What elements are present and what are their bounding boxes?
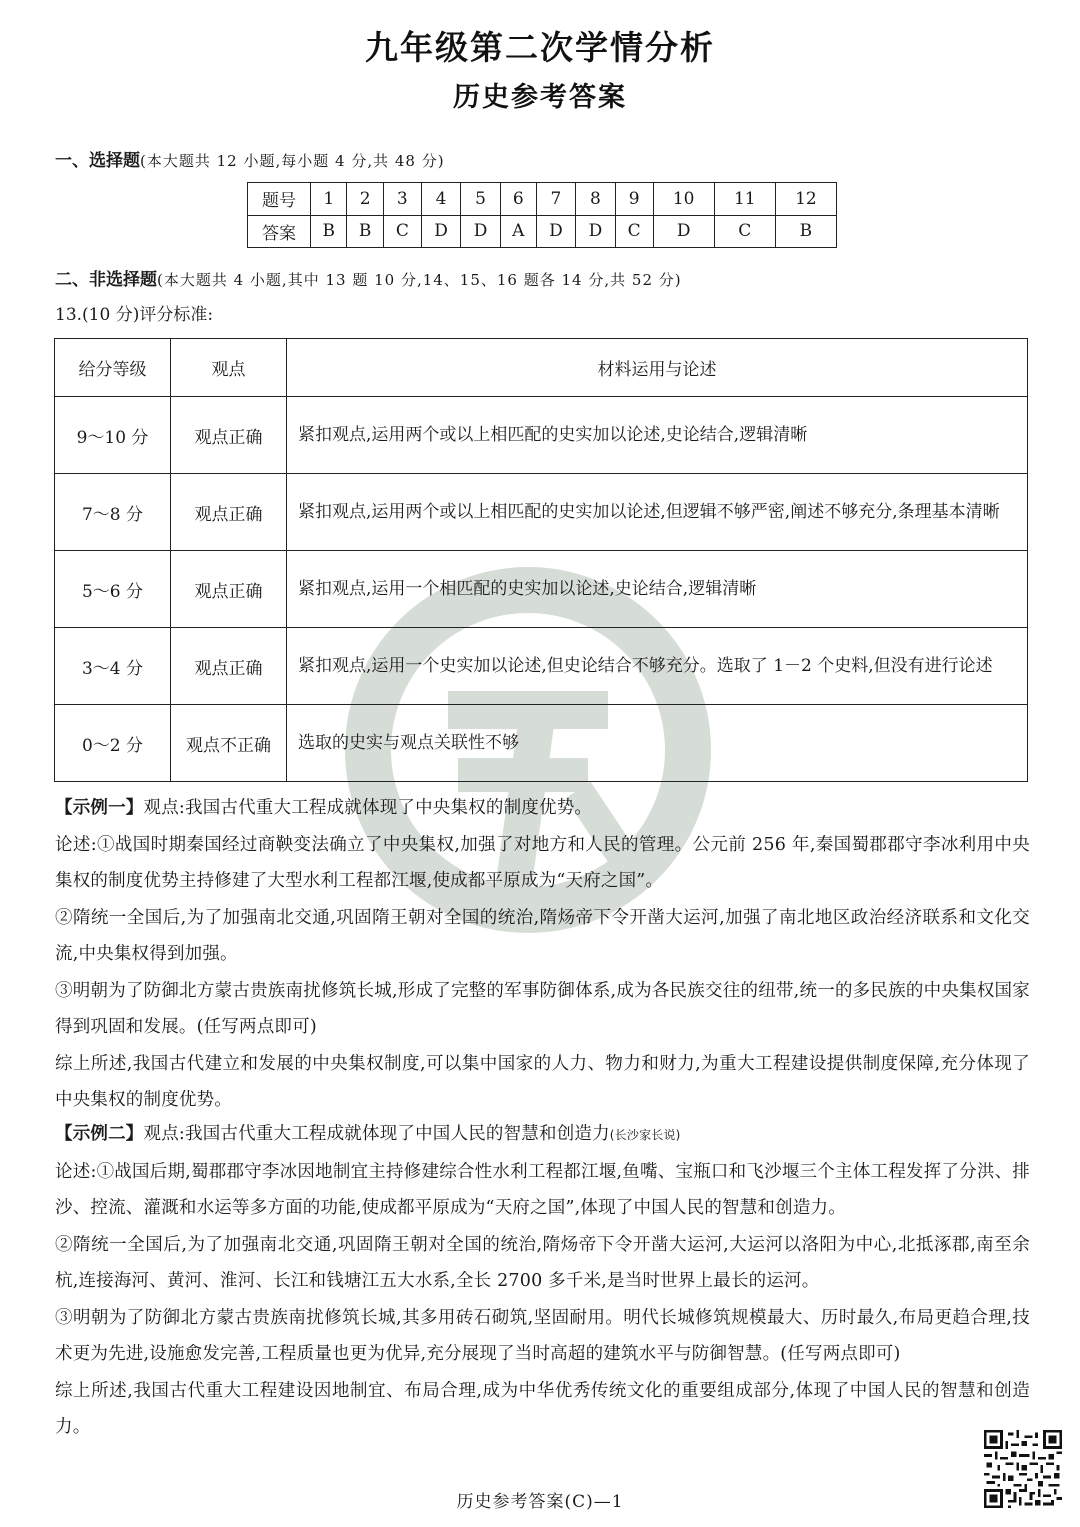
answer-cell: B bbox=[347, 215, 383, 248]
answer-cell: B bbox=[311, 215, 347, 248]
example-2-paragraph: ②隋统一全国后,为了加强南北交通,巩固隋王朝对全国的统治,隋炀帝下令开凿大运河,大运河以洛阳为中心,北抵涿郡,南至余杭,连接海河、黄河、淮河、长江和钱塘江五大水系,全长 2700 多千米,是当时世界上最长的运河。 bbox=[55, 1234, 1030, 1291]
answer-cell: C bbox=[714, 215, 775, 248]
question-number: 2 bbox=[347, 183, 383, 216]
example-1 bbox=[55, 790, 1030, 1119]
example-2-paragraph: ③明朝为了防御北方蒙古贵族南扰修筑长城,其多用砖石砌筑,坚固耐用。明代长城修筑规模最大、历时最久,布局更趋合理,技术更为先进,设施愈发完善,工程质量也更为优异,充分展现了当时高超的建筑水平与防御智慧。(任写两点即可) bbox=[55, 1307, 1030, 1364]
example-2-paragraph: 综上所述,我国古代重大工程建设因地制宜、布局合理,成为中华优秀传统文化的重要组成部分,体现了中国人民的智慧和创造力。 bbox=[55, 1380, 1030, 1437]
rubric-grade: 7～8 分 bbox=[55, 474, 171, 551]
example-1-paragraph: ②隋统一全国后,为了加强南北交通,巩固隋王朝对全国的统治,隋炀帝下令开凿大运河,加强了南北地区政治经济联系和文化交流,中央集权得到加强。 bbox=[55, 907, 1030, 964]
example-1-paragraph: 论述:①战国时期秦国经过商鞅变法确立了中央集权,加强了对地方和人民的管理。公元前 256 年,秦国蜀郡郡守李冰利用中央集权的制度优势主持修建了大型水利工程都江堰,使成都平原成为“天府之国”。 bbox=[55, 834, 1030, 891]
rubric-grade: 3～4 分 bbox=[55, 628, 171, 705]
question-number: 1 bbox=[311, 183, 347, 216]
rubric-grade: 0～2 分 bbox=[55, 705, 171, 782]
example-2-tag: (长沙家长说) bbox=[609, 1128, 681, 1142]
rubric-table bbox=[54, 338, 1028, 782]
example-1-view-line bbox=[55, 790, 1030, 827]
example-1-label: 【示例一】 bbox=[55, 798, 144, 818]
rubric-row bbox=[55, 705, 1028, 782]
question-13-label: 13.(10 分)评分标准: bbox=[55, 305, 214, 325]
rubric-view: 观点正确 bbox=[171, 397, 287, 474]
rubric-row bbox=[55, 628, 1028, 705]
rubric-view: 观点不正确 bbox=[171, 705, 287, 782]
section-1-title: 一、选择题 bbox=[55, 151, 140, 171]
question-number: 10 bbox=[653, 183, 714, 216]
rubric-header-grade: 给分等级 bbox=[55, 339, 171, 397]
qr-code-icon bbox=[984, 1430, 1062, 1508]
rubric-row bbox=[55, 551, 1028, 628]
rubric-grade: 5～6 分 bbox=[55, 551, 171, 628]
question-number: 9 bbox=[615, 183, 653, 216]
section-2-note: (本大题共 4 小题,其中 13 题 10 分,14、15、16 题各 14 分,共 52 分) bbox=[157, 271, 682, 289]
example-2-label: 【示例二】 bbox=[55, 1124, 144, 1144]
answer-cell: C bbox=[615, 215, 653, 248]
rubric-desc: 紧扣观点,运用两个或以上相匹配的史实加以论述,史论结合,逻辑清晰 bbox=[287, 397, 1028, 474]
answer-cell: D bbox=[536, 215, 576, 248]
section-2-heading bbox=[55, 265, 682, 290]
answer-cell: B bbox=[775, 215, 836, 248]
question-number: 7 bbox=[536, 183, 576, 216]
rubric-desc: 选取的史实与观点关联性不够 bbox=[287, 705, 1028, 782]
answer-cell: C bbox=[383, 215, 421, 248]
rubric-view: 观点正确 bbox=[171, 551, 287, 628]
page-footer: 历史参考答案(C)—1 bbox=[456, 1492, 624, 1512]
answer-cell: D bbox=[461, 215, 501, 248]
page-title: 九年级第二次学情分析 bbox=[365, 28, 715, 67]
rubric-header-row bbox=[55, 339, 1028, 397]
rubric-grade: 9～10 分 bbox=[55, 397, 171, 474]
question-number: 6 bbox=[500, 183, 536, 216]
question-number: 5 bbox=[461, 183, 501, 216]
rubric-row bbox=[55, 397, 1028, 474]
rubric-view: 观点正确 bbox=[171, 628, 287, 705]
question-number: 4 bbox=[421, 183, 461, 216]
example-1-paragraph: 综上所述,我国古代建立和发展的中央集权制度,可以集中国家的人力、物力和财力,为重大工程建设提供制度保障,充分体现了中央集权的制度优势。 bbox=[55, 1053, 1030, 1110]
section-1-note: (本大题共 12 小题,每小题 4 分,共 48 分) bbox=[140, 152, 445, 170]
example-2 bbox=[55, 1116, 1030, 1446]
answer-cell: A bbox=[500, 215, 536, 248]
example-1-paragraph: ③明朝为了防御北方蒙古贵族南扰修筑长城,形成了完整的军事防御体系,成为各民族交往的纽带,统一的多民族的中央集权国家得到巩固和发展。(任写两点即可) bbox=[55, 980, 1030, 1037]
answer-cell: D bbox=[576, 215, 616, 248]
section-1-heading bbox=[55, 146, 445, 171]
rubric-desc: 紧扣观点,运用一个史实加以论述,但史论结合不够充分。选取了 1－2 个史料,但没有进行论述 bbox=[287, 628, 1028, 705]
answer-table-row-numbers bbox=[248, 183, 837, 216]
rubric-header-view: 观点 bbox=[171, 339, 287, 397]
rubric-desc: 紧扣观点,运用两个或以上相匹配的史实加以论述,但逻辑不够严密,阐述不够充分,条理基本清晰 bbox=[287, 474, 1028, 551]
rubric-view: 观点正确 bbox=[171, 474, 287, 551]
example-2-view: 观点:我国古代重大工程成就体现了中国人民的智慧和创造力 bbox=[143, 1124, 610, 1144]
page-subtitle: 历史参考答案 bbox=[453, 82, 627, 113]
question-number: 8 bbox=[576, 183, 616, 216]
question-number: 12 bbox=[775, 183, 836, 216]
answer-table-label: 答案 bbox=[248, 215, 311, 248]
answer-cell: D bbox=[653, 215, 714, 248]
question-number: 3 bbox=[383, 183, 421, 216]
example-1-view: 观点:我国古代重大工程成就体现了中央集权的制度优势。 bbox=[143, 798, 593, 818]
rubric-desc: 紧扣观点,运用一个相匹配的史实加以论述,史论结合,逻辑清晰 bbox=[287, 551, 1028, 628]
answer-table bbox=[247, 182, 837, 248]
rubric-row bbox=[55, 474, 1028, 551]
answer-cell: D bbox=[421, 215, 461, 248]
rubric-header-desc: 材料运用与论述 bbox=[287, 339, 1028, 397]
example-2-view-line bbox=[55, 1116, 1030, 1154]
answer-table-row-answers bbox=[248, 215, 837, 248]
section-2-title: 二、非选择题 bbox=[55, 270, 157, 290]
question-number: 11 bbox=[714, 183, 775, 216]
answer-table-label: 题号 bbox=[248, 183, 311, 216]
example-2-paragraph: 论述:①战国后期,蜀郡郡守李冰因地制宜主持修建综合性水利工程都江堰,鱼嘴、宝瓶口和飞沙堰三个主体工程发挥了分洪、排沙、控流、灌溉和水运等多方面的功能,使成都平原成为“天府之国”,体现了中国人民的智慧和创造力。 bbox=[55, 1161, 1030, 1218]
